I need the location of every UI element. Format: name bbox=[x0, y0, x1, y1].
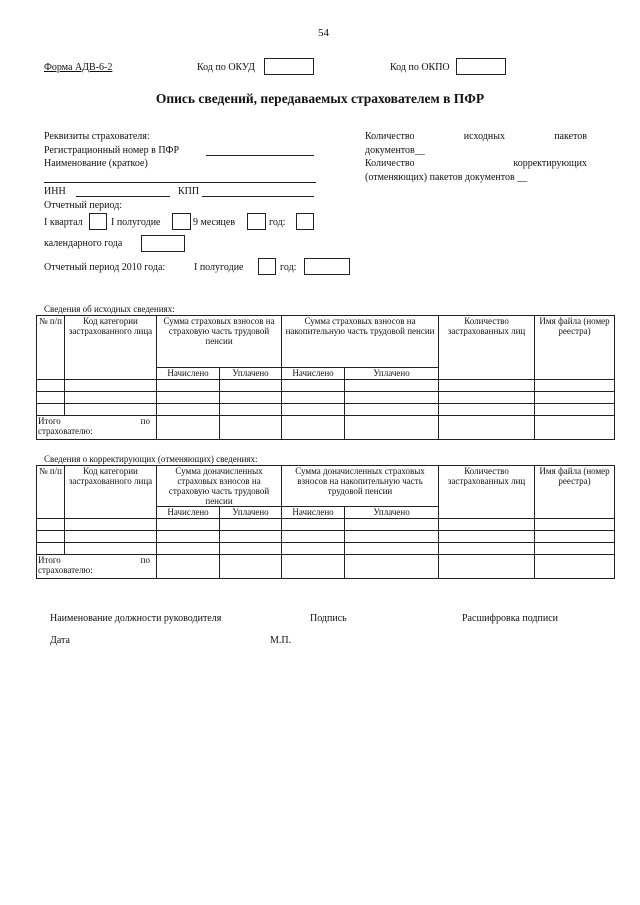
okud-label: Код по ОКУД bbox=[197, 62, 255, 73]
table2-sub-fund-charged: Начислено bbox=[282, 507, 345, 519]
insurer-requisites-label: Реквизиты страхователя: bbox=[44, 131, 150, 142]
corr-packages-word2: корректирующих bbox=[513, 158, 587, 169]
table2-total-word3: страхователю: bbox=[38, 565, 93, 575]
table1-total-label bbox=[37, 416, 157, 440]
table1-sub-fund-charged: Начислено bbox=[282, 368, 345, 380]
table2-col-file: Имя файла (номер реестра) bbox=[535, 466, 615, 519]
reg-number-label: Регистрационный номер в ПФР bbox=[44, 145, 179, 156]
table1-col-code: Код категории застрахованного лица bbox=[65, 316, 157, 380]
name-short-field[interactable] bbox=[44, 182, 316, 183]
table1-col-fund: Сумма страховых взносов на накопительную часть трудовой пенсии bbox=[282, 316, 439, 368]
stamp-label: М.П. bbox=[270, 635, 292, 646]
q1-label: I квартал bbox=[44, 217, 83, 228]
orig-packages-word2: исходных bbox=[463, 131, 505, 142]
corr-packages-word1: Количество bbox=[365, 158, 415, 169]
h1-checkbox[interactable] bbox=[172, 213, 191, 230]
q1-checkbox[interactable] bbox=[89, 213, 107, 230]
table2-col-count: Количество застрахованных лиц bbox=[439, 466, 535, 519]
date-label: Дата bbox=[50, 635, 70, 646]
table2-col-no: № п/п bbox=[37, 466, 65, 519]
calendar-year-label: календарного года bbox=[44, 238, 123, 249]
signature-label: Подпись bbox=[310, 613, 347, 624]
orig-packages-word1: Количество bbox=[365, 131, 415, 142]
inn-label: ИНН bbox=[44, 186, 66, 197]
table1-sub-ins-charged: Начислено bbox=[157, 368, 220, 380]
orig-packages-line2: документов__ bbox=[365, 145, 425, 156]
year-label: год: bbox=[269, 217, 286, 228]
table2-col-code: Код категории застрахованного лица bbox=[65, 466, 157, 519]
table1-col-ins: Сумма страховых взносов на страховую часть трудовой пенсии bbox=[157, 316, 282, 368]
table1-original bbox=[36, 315, 615, 440]
calendar-year-field[interactable] bbox=[141, 235, 185, 252]
signature-decode-label: Расшифровка подписи bbox=[462, 613, 558, 624]
okud-field[interactable] bbox=[264, 58, 314, 75]
reg-number-field[interactable] bbox=[206, 155, 314, 156]
table-row bbox=[37, 392, 615, 404]
period-label: Отчетный период: bbox=[44, 200, 123, 211]
table-row bbox=[37, 543, 615, 555]
table2-total-word2: по bbox=[140, 555, 150, 565]
table1-total-word2: по bbox=[140, 416, 150, 426]
table1-total-row bbox=[37, 416, 615, 440]
corr-packages-line2: (отменяющих) пакетов документов __ bbox=[365, 172, 528, 183]
okpo-field[interactable] bbox=[456, 58, 506, 75]
table1-col-count: Количество застрахованных лиц bbox=[439, 316, 535, 380]
year-2010-field[interactable] bbox=[304, 258, 350, 275]
orig-packages-word3: пакетов bbox=[554, 131, 587, 142]
table-row bbox=[37, 404, 615, 416]
table2-sub-ins-paid: Уплачено bbox=[220, 507, 282, 519]
document-title: Опись сведений, передаваемых страхователем в ПФР bbox=[155, 91, 485, 106]
h1-2010-label: I полугодие bbox=[194, 262, 244, 273]
h1-2010-checkbox[interactable] bbox=[258, 258, 276, 275]
form-label: Форма АДВ-6-2 bbox=[44, 62, 113, 73]
table2-caption: Сведения о корректирующих (отменяющих) сведениях: bbox=[44, 454, 258, 464]
table2-sub-ins-charged: Начислено bbox=[157, 507, 220, 519]
page-number: 54 bbox=[318, 27, 329, 39]
table1-total-word1: Итого bbox=[38, 416, 61, 426]
table2-total-row bbox=[37, 555, 615, 579]
inn-field[interactable] bbox=[76, 196, 170, 197]
table2-total-label bbox=[37, 555, 157, 579]
table2-total-word1: Итого bbox=[38, 555, 61, 565]
table2-col-ins: Сумма доначисленных страховых взносов на страховую часть трудовой пенсии bbox=[157, 466, 282, 507]
table-row bbox=[37, 519, 615, 531]
table1-col-no: № п/п bbox=[37, 316, 65, 380]
okpo-label: Код по ОКПО bbox=[390, 62, 450, 73]
period-2010-label: Отчетный период 2010 года: bbox=[44, 262, 166, 273]
table1-sub-fund-paid: Уплачено bbox=[345, 368, 439, 380]
table2-corrective bbox=[36, 465, 615, 579]
kpp-label: КПП bbox=[178, 186, 200, 197]
head-position-label: Наименование должности руководителя bbox=[50, 613, 222, 624]
kpp-field[interactable] bbox=[202, 196, 314, 197]
name-short-label: Наименование (краткое) bbox=[44, 158, 148, 169]
m9-checkbox[interactable] bbox=[247, 213, 266, 230]
table1-col-file: Имя файла (номер реестра) bbox=[535, 316, 615, 380]
orig-packages-line1 bbox=[365, 131, 587, 142]
m9-label: 9 месяцев bbox=[193, 217, 236, 228]
h1-label: I полугодие bbox=[111, 217, 161, 228]
table-row bbox=[37, 380, 615, 392]
table1-total-word3: страхователю: bbox=[38, 426, 93, 436]
table2-col-fund: Сумма доначисленных страховых взносов на накопительную часть трудовой пенсии bbox=[282, 466, 439, 507]
table1-sub-ins-paid: Уплачено bbox=[220, 368, 282, 380]
corr-packages-line1 bbox=[365, 158, 587, 169]
table1-caption: Сведения об исходных сведениях: bbox=[44, 304, 175, 314]
table2-sub-fund-paid: Уплачено bbox=[345, 507, 439, 519]
table-row bbox=[37, 531, 615, 543]
year-checkbox[interactable] bbox=[296, 213, 314, 230]
year-2010-label: год: bbox=[280, 262, 297, 273]
